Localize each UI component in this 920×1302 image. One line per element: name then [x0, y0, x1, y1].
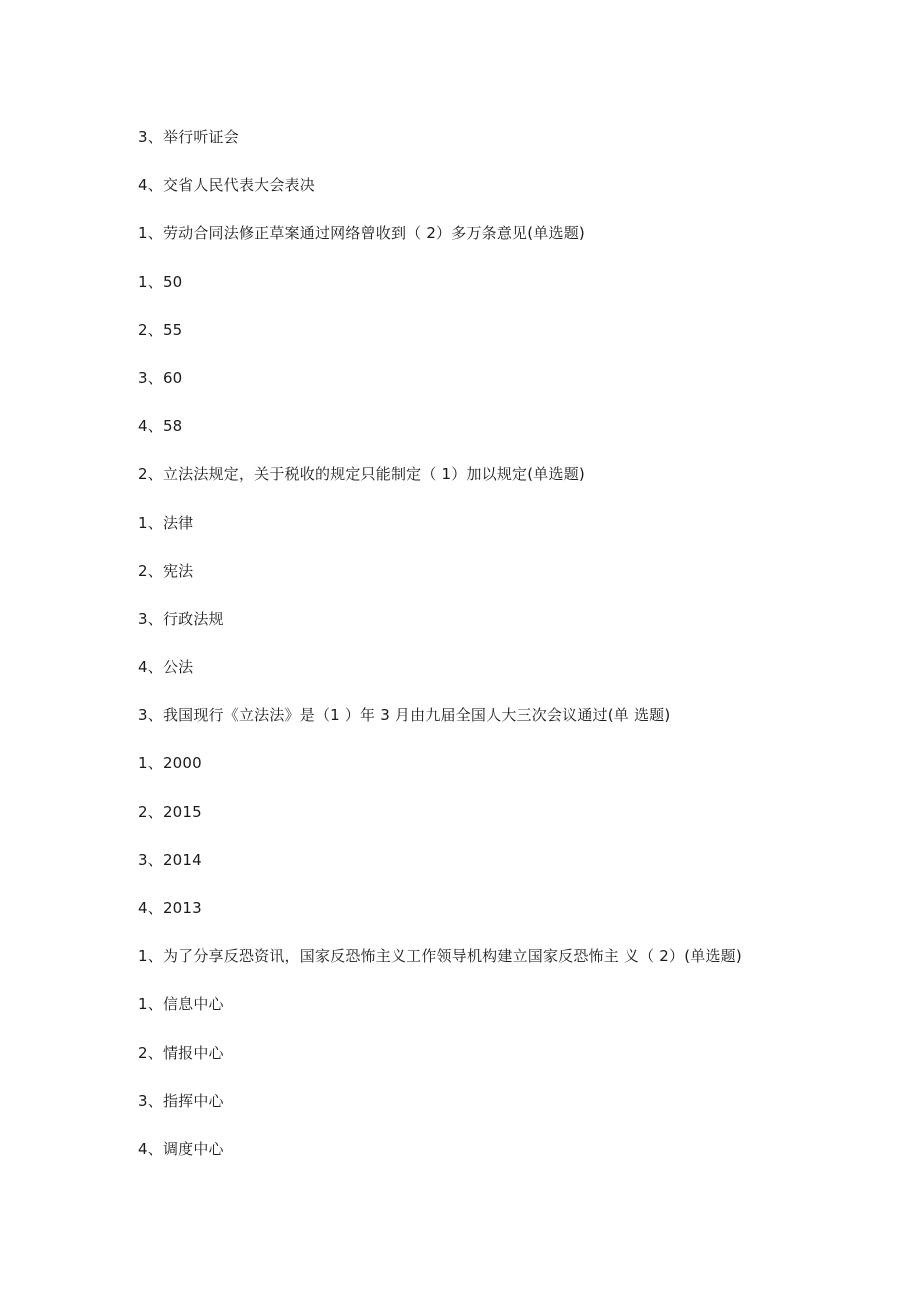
option-line: 2、55	[138, 320, 183, 339]
option-line: 3、60	[138, 368, 183, 387]
option-line: 2、情报中心	[138, 1043, 224, 1062]
option-line: 2、宪法	[138, 561, 194, 580]
option-line: 3、举行听证会	[138, 128, 239, 146]
option-line: 3、2014	[138, 850, 202, 869]
option-line: 4、58	[138, 417, 183, 436]
option-line: 1、50	[138, 272, 183, 291]
option-line: 3、行政法规	[138, 609, 224, 628]
question-line: 2、立法法规定，关于税收的规定只能制定（ 1）加以规定(单选题)	[138, 465, 585, 484]
option-line: 1、信息中心	[138, 995, 224, 1014]
option-line: 4、交省人民代表大会表决	[138, 176, 315, 195]
option-line: 4、公法	[138, 658, 194, 677]
question-line: 3、我国现行《立法法》是（1 ）年 3 月由九届全国人大三次会议通过(单 选题)	[138, 706, 671, 725]
option-line: 1、法律	[138, 513, 194, 532]
option-line: 4、调度中心	[138, 1139, 224, 1158]
document-body	[138, 124, 858, 1184]
option-line: 1、2000	[138, 754, 202, 773]
option-line: 3、指挥中心	[138, 1091, 224, 1110]
question-line: 1、劳动合同法修正草案通过网络曾收到（ 2）多万条意见(单选题)	[138, 224, 585, 243]
option-line: 2、2015	[138, 802, 202, 821]
question-line: 1、为了分享反恐资讯，国家反恐怖主义工作领导机构建立国家反恐怖主 义（ 2）(单选题)	[138, 947, 742, 966]
option-line: 4、2013	[138, 899, 202, 917]
